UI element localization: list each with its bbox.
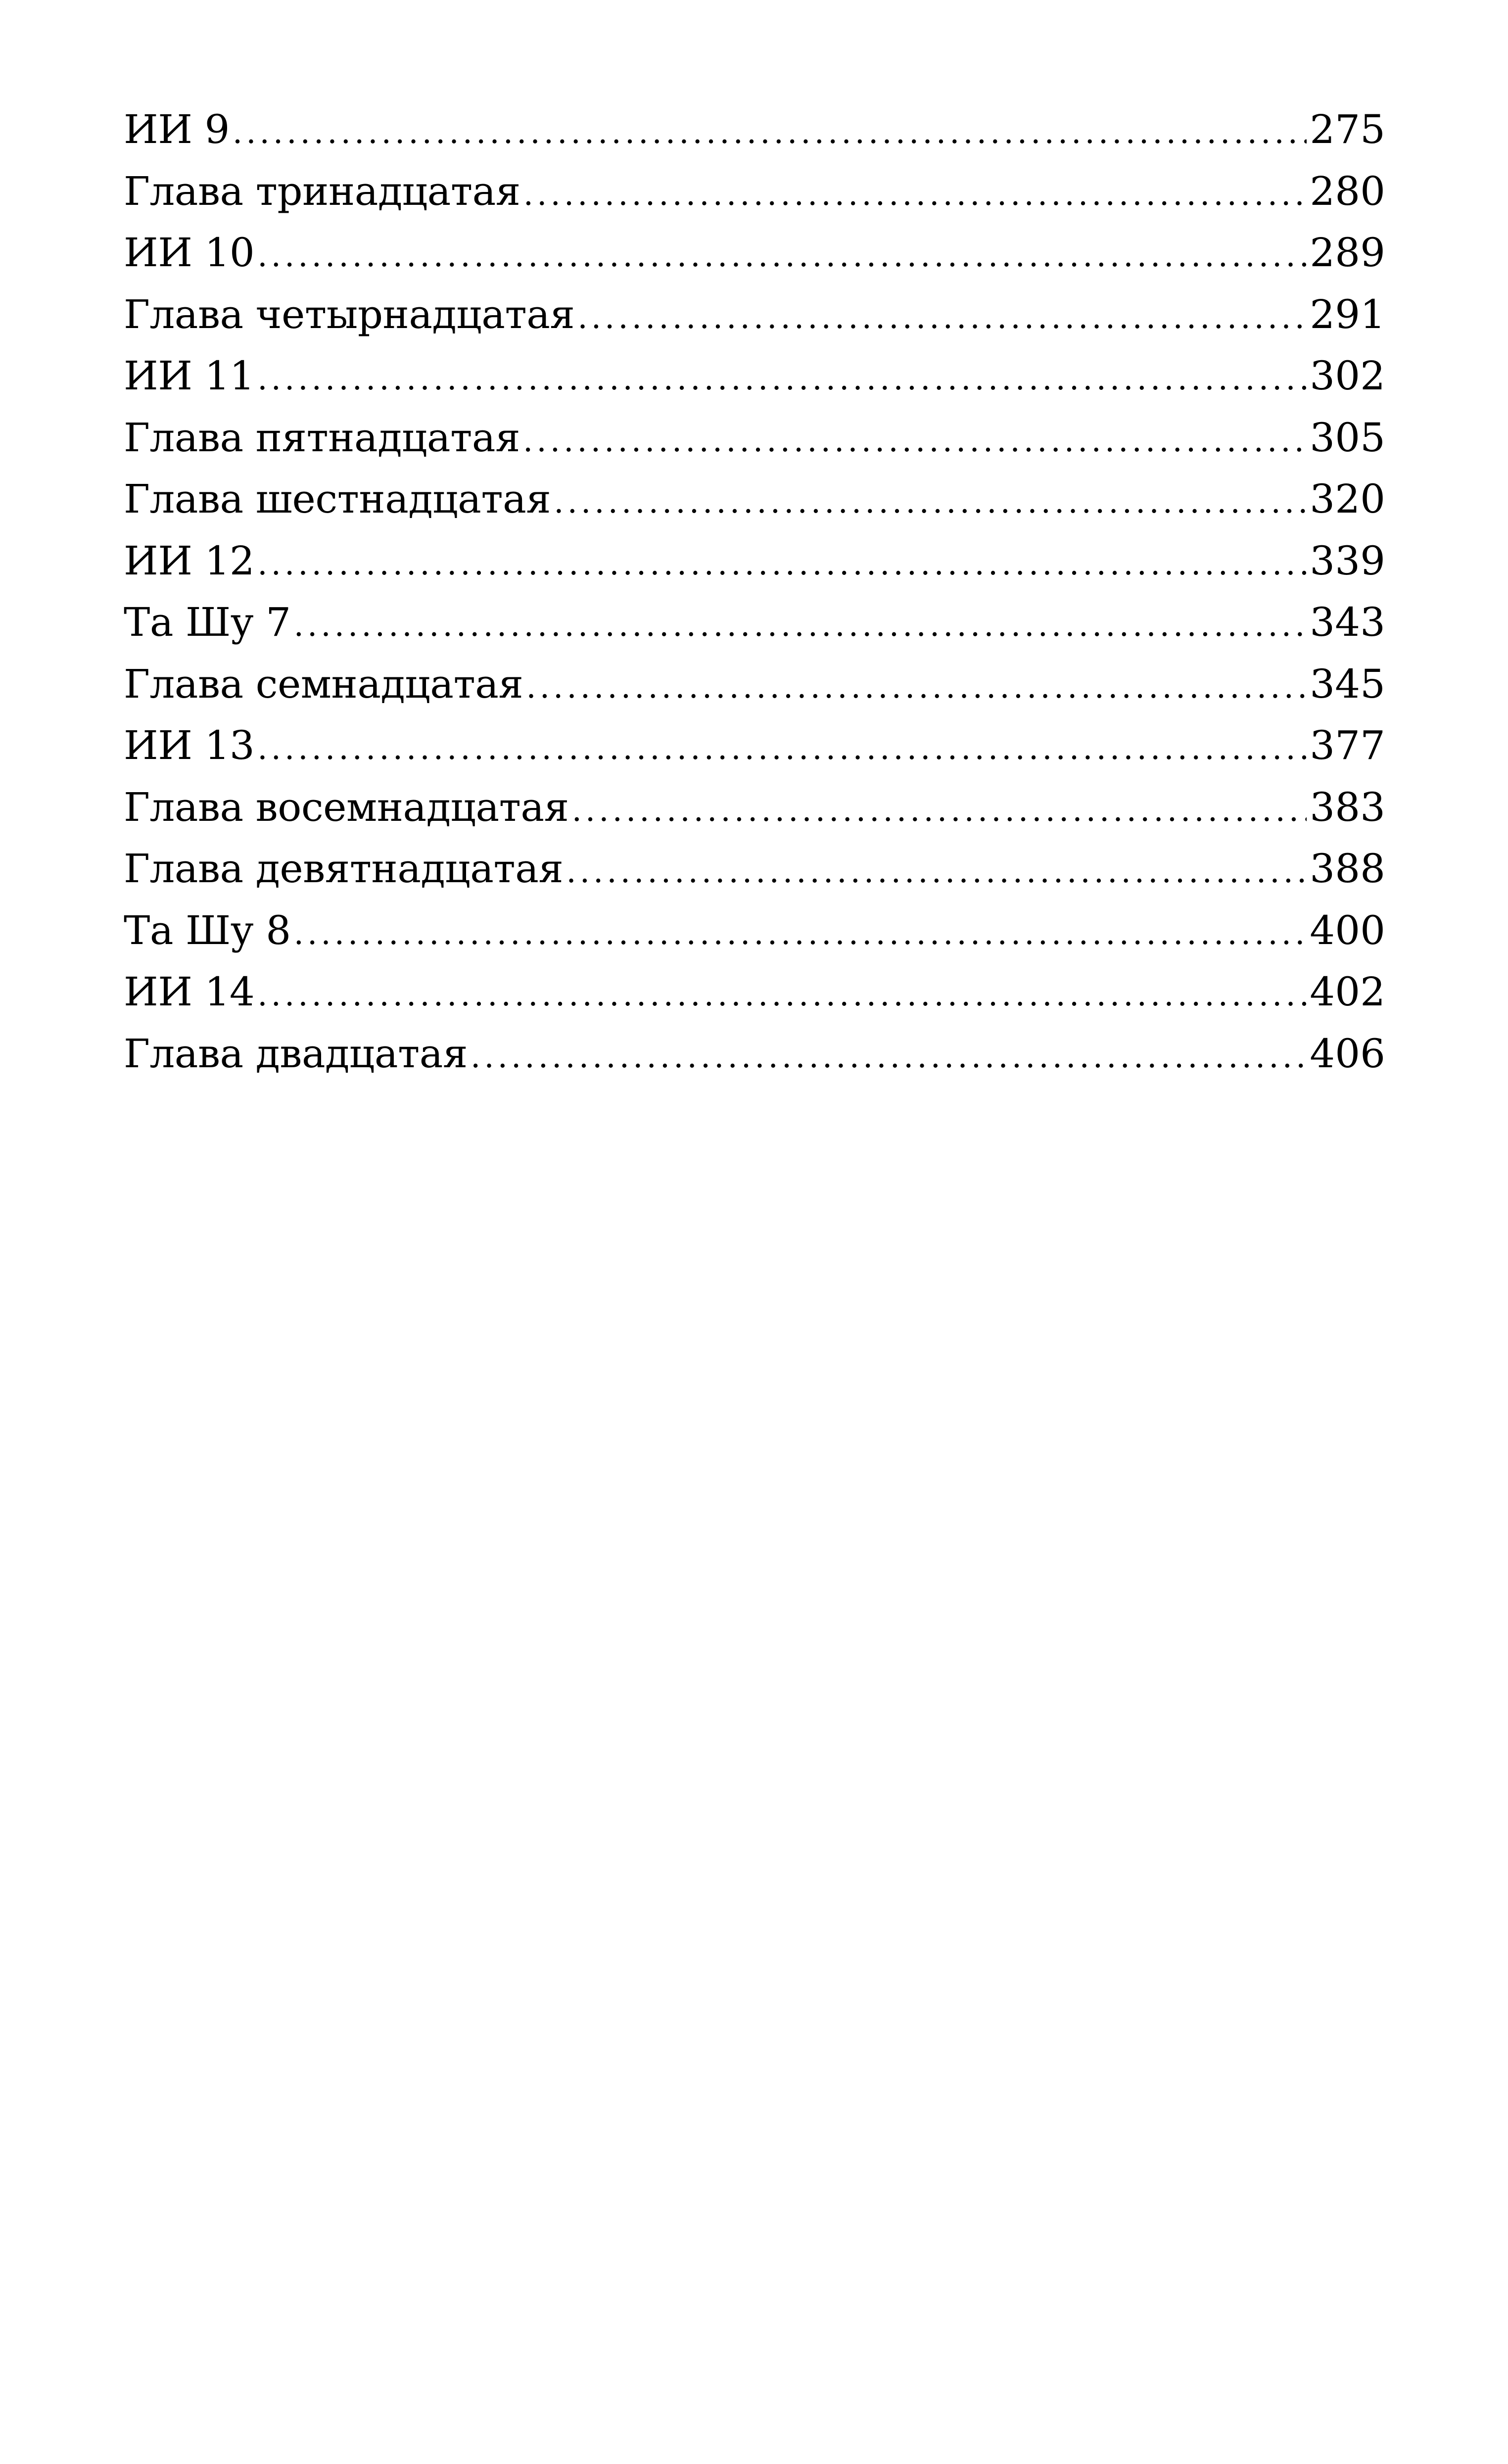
toc-entry bbox=[124, 530, 1385, 592]
toc-entry bbox=[124, 592, 1385, 654]
toc-entry bbox=[124, 469, 1385, 530]
toc-entry-title: Глава шестнадцатая bbox=[124, 476, 551, 522]
dot-leader bbox=[523, 410, 1307, 472]
dot-leader bbox=[554, 472, 1307, 533]
toc-entry-page: 400 bbox=[1310, 907, 1385, 953]
toc-entry bbox=[124, 715, 1385, 777]
toc-entry bbox=[124, 777, 1385, 839]
dot-leader bbox=[294, 595, 1307, 657]
toc-entry-title: Глава пятнадцатая bbox=[124, 414, 520, 461]
dot-leader bbox=[572, 780, 1307, 842]
toc-entry bbox=[124, 407, 1385, 469]
toc-entry-page: 339 bbox=[1310, 537, 1385, 584]
toc-entry-page: 289 bbox=[1310, 230, 1385, 276]
toc-entry-page: 345 bbox=[1310, 661, 1385, 707]
dot-leader bbox=[257, 533, 1307, 595]
toc-entry-title: ИИ 14 bbox=[124, 969, 255, 1015]
toc-entry-page: 302 bbox=[1310, 353, 1385, 399]
toc-entry bbox=[124, 345, 1385, 407]
dot-leader bbox=[233, 102, 1307, 164]
toc-entry-title: ИИ 10 bbox=[124, 230, 255, 276]
toc-entry bbox=[124, 1023, 1385, 1085]
toc-entry-page: 406 bbox=[1310, 1030, 1385, 1077]
dot-leader bbox=[257, 225, 1307, 287]
toc-entry-title: Глава тринадцатая bbox=[124, 168, 520, 214]
toc-entry-page: 275 bbox=[1310, 106, 1385, 152]
dot-leader bbox=[523, 164, 1307, 226]
toc-entry-title: Глава двадцатая bbox=[124, 1030, 468, 1077]
toc-entry-page: 291 bbox=[1310, 291, 1385, 337]
toc-entry-title: ИИ 12 bbox=[124, 537, 255, 584]
toc-entry-title: ИИ 9 bbox=[124, 106, 230, 152]
toc-entry-title: ИИ 11 bbox=[124, 353, 255, 399]
toc-entry-page: 320 bbox=[1310, 476, 1385, 522]
dot-leader bbox=[257, 964, 1307, 1026]
toc-entry bbox=[124, 284, 1385, 346]
dot-leader bbox=[257, 348, 1307, 410]
toc-entry-page: 402 bbox=[1310, 969, 1385, 1015]
toc-entry bbox=[124, 961, 1385, 1023]
dot-leader bbox=[257, 718, 1307, 780]
toc-entry-page: 305 bbox=[1310, 414, 1385, 461]
table-of-contents bbox=[124, 99, 1385, 1085]
toc-entry bbox=[124, 222, 1385, 284]
dot-leader bbox=[471, 1026, 1307, 1088]
toc-entry-title: Глава восемнадцатая bbox=[124, 784, 569, 830]
toc-entry-title: ИИ 13 bbox=[124, 722, 255, 768]
toc-entry bbox=[124, 838, 1385, 900]
toc-entry-page: 383 bbox=[1310, 784, 1385, 830]
dot-leader bbox=[577, 287, 1307, 349]
dot-leader bbox=[566, 841, 1307, 903]
toc-entry-title: Глава семнадцатая bbox=[124, 661, 523, 707]
toc-entry-title: Глава четырнадцатая bbox=[124, 291, 575, 337]
toc-entry bbox=[124, 654, 1385, 715]
dot-leader bbox=[294, 903, 1307, 965]
toc-entry-title: Та Шу 7 bbox=[124, 599, 291, 645]
toc-entry-page: 280 bbox=[1310, 168, 1385, 214]
toc-entry-page: 343 bbox=[1310, 599, 1385, 645]
toc-entry bbox=[124, 99, 1385, 161]
toc-entry-page: 388 bbox=[1310, 846, 1385, 892]
toc-entry-page: 377 bbox=[1310, 722, 1385, 768]
dot-leader bbox=[526, 657, 1307, 718]
toc-entry bbox=[124, 161, 1385, 223]
toc-entry-title: Глава девятнадцатая bbox=[124, 846, 564, 892]
toc-entry-title: Та Шу 8 bbox=[124, 907, 291, 953]
toc-entry bbox=[124, 900, 1385, 962]
